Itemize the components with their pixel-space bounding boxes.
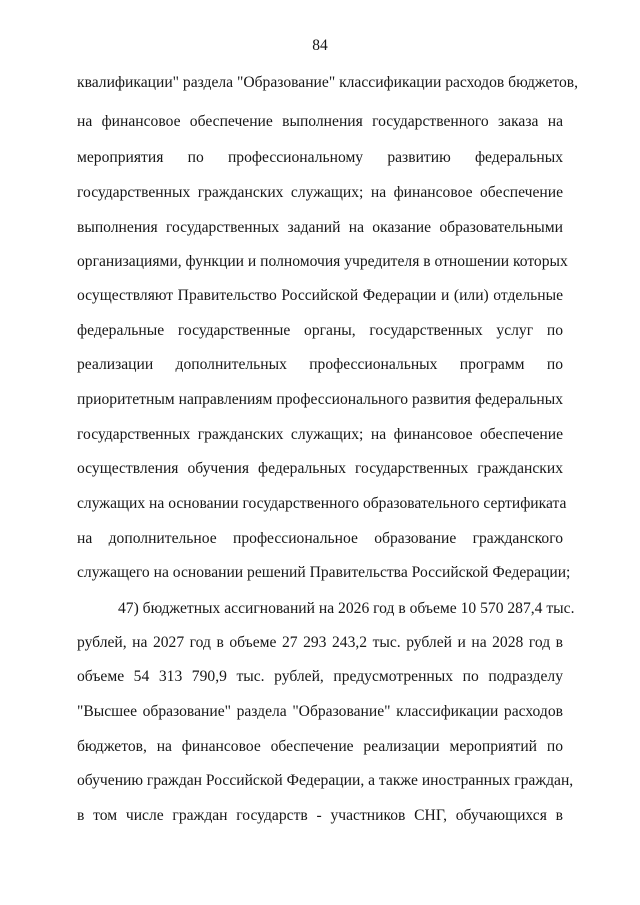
text-line: квалификации" раздела "Образование" классификации расходов бюджетов, bbox=[77, 74, 579, 91]
text-line: рублей, на 2027 год в объеме 27 293 243,2 тыс. рублей и на 2028 год в bbox=[77, 634, 563, 651]
text-line: в том числе граждан государств - участников СНГ, обучающихся в bbox=[77, 807, 563, 824]
text-line: бюджетов, на финансовое обеспечение реализации мероприятий по bbox=[77, 738, 563, 755]
text-line: объеме 54 313 790,9 тыс. рублей, предусмотренных по подразделу bbox=[77, 668, 563, 685]
text-line: на дополнительное профессиональное образование гражданского bbox=[77, 530, 563, 547]
text-line: осуществления обучения федеральных государственных гражданских bbox=[77, 460, 563, 477]
text-line: осуществляют Правительство Российской Федерации и (или) отдельные bbox=[77, 287, 563, 304]
text-line: выполнения государственных заданий на оказание образовательными bbox=[77, 219, 563, 236]
text-line: приоритетным направлениям профессионального развития федеральных bbox=[77, 391, 563, 408]
text-line: мероприятия по профессиональному развитию федеральных bbox=[77, 149, 563, 166]
text-line: реализации дополнительных профессиональных программ по bbox=[77, 356, 563, 373]
text-line: на финансовое обеспечение выполнения государственного заказа на bbox=[77, 113, 563, 130]
text-line: государственных гражданских служащих; на финансовое обеспечение bbox=[77, 184, 563, 201]
text-line: служащего на основании решений Правительства Российской Федерации; bbox=[77, 564, 571, 581]
text-line: государственных гражданских служащих; на финансовое обеспечение bbox=[77, 426, 563, 443]
text-line: служащих на основании государственного образовательного сертификата bbox=[77, 495, 567, 512]
text-line: 47) бюджетных ассигнований на 2026 год в объеме 10 570 287,4 тыс. bbox=[118, 600, 575, 617]
text-line: обучению граждан Российской Федерации, а также иностранных граждан, bbox=[77, 772, 574, 789]
page-number: 84 bbox=[312, 37, 328, 54]
text-line: федеральные государственные органы, государственных услуг по bbox=[77, 322, 563, 339]
text-line: организациями, функции и полномочия учредителя в отношении которых bbox=[77, 253, 568, 270]
text-line: "Высшее образование" раздела "Образование" классификации расходов bbox=[77, 703, 563, 720]
